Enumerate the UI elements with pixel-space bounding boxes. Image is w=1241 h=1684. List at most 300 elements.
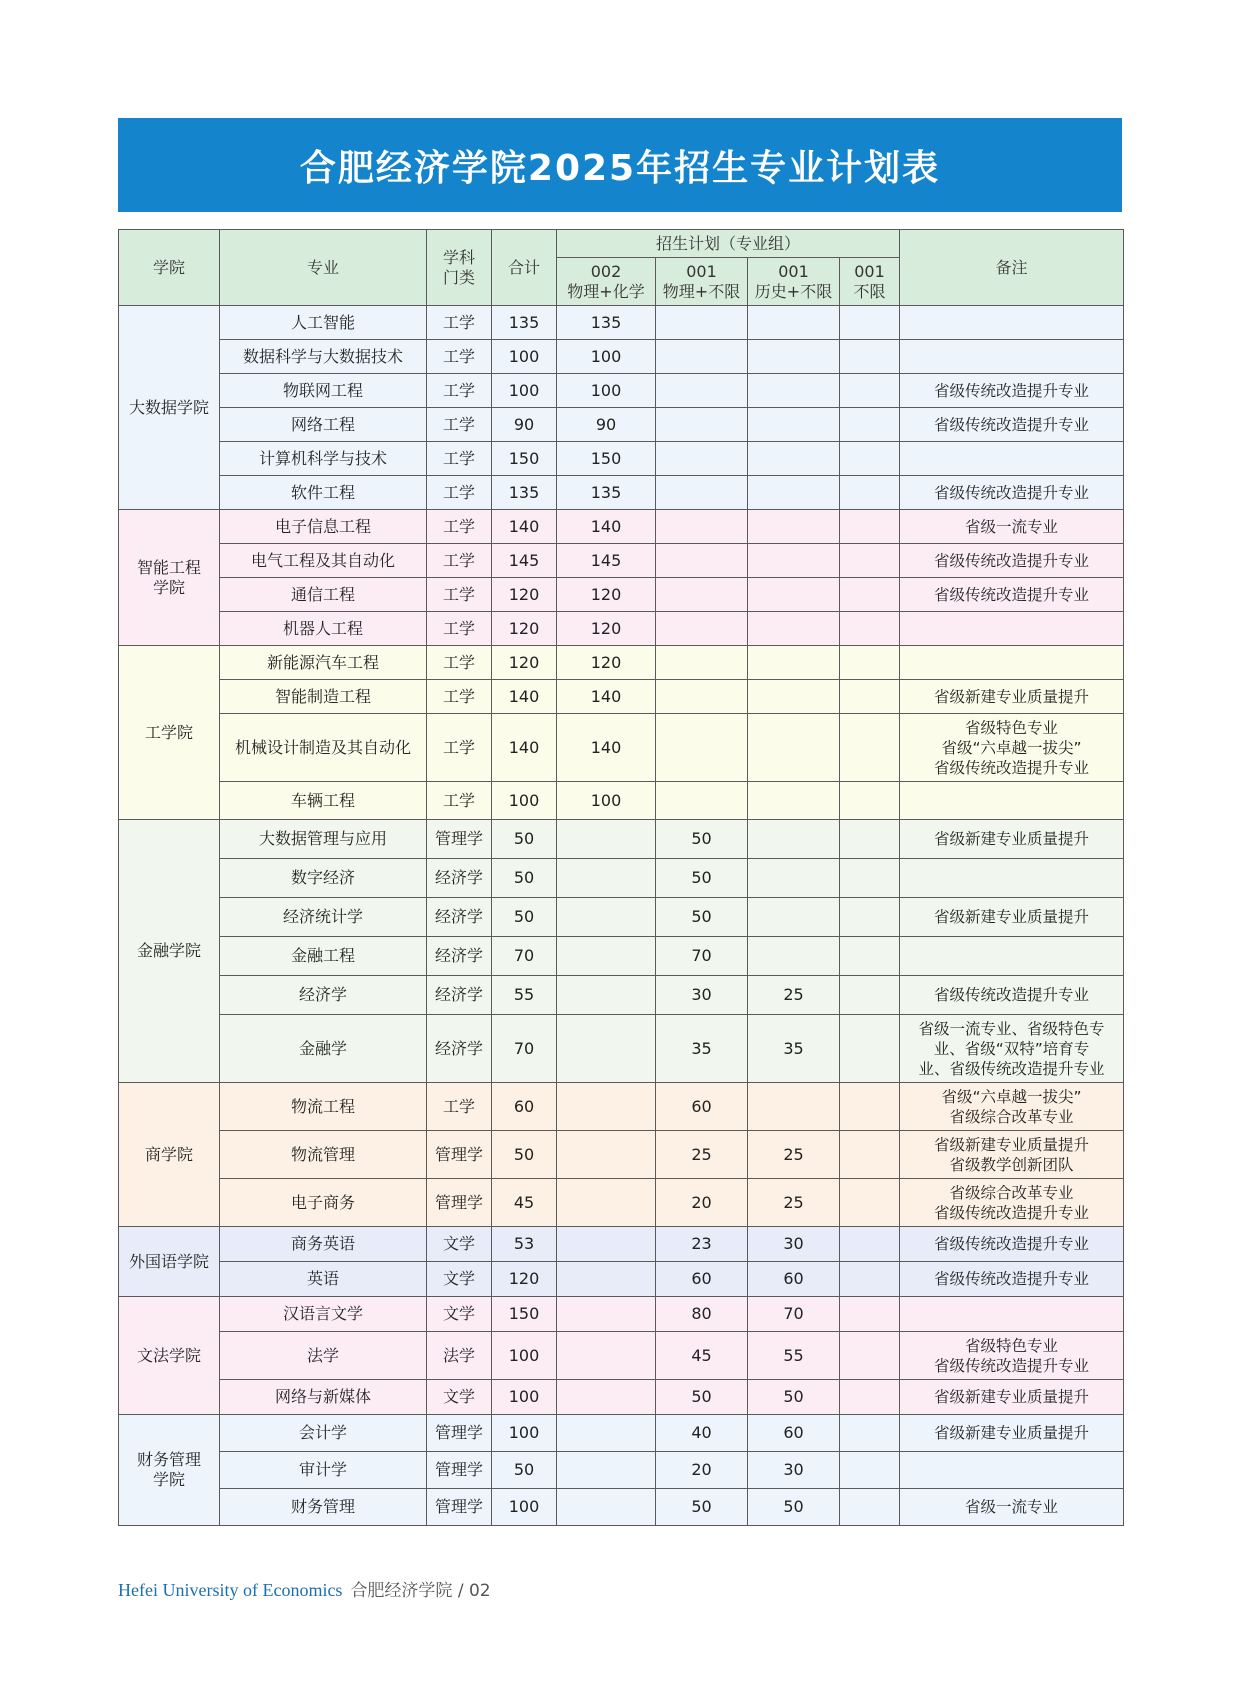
notes-cell xyxy=(900,510,1124,544)
category-cell: 工学 xyxy=(427,1083,492,1131)
group-3-cell xyxy=(748,714,840,782)
category-cell: 文学 xyxy=(427,1297,492,1332)
group-1-cell xyxy=(557,976,656,1015)
group-1-cell xyxy=(557,937,656,976)
major-cell: 财务管理 xyxy=(220,1489,427,1526)
category-cell: 工学 xyxy=(427,442,492,476)
group-2-cell xyxy=(656,306,748,340)
group-2-cell: 50 xyxy=(656,898,748,937)
major-cell: 人工智能 xyxy=(220,306,427,340)
group-3-cell: 25 xyxy=(748,976,840,1015)
group-1-cell: 140 xyxy=(557,510,656,544)
group-1-cell: 140 xyxy=(557,714,656,782)
group-1-cell xyxy=(557,859,656,898)
total-cell: 120 xyxy=(492,646,557,680)
group-2-cell: 20 xyxy=(656,1452,748,1489)
group-3-cell: 50 xyxy=(748,1489,840,1526)
total-cell: 145 xyxy=(492,544,557,578)
category-cell: 工学 xyxy=(427,646,492,680)
major-cell: 物联网工程 xyxy=(220,374,427,408)
category-cell: 工学 xyxy=(427,306,492,340)
category-cell: 工学 xyxy=(427,476,492,510)
group-1-cell xyxy=(557,1452,656,1489)
total-cell: 120 xyxy=(492,578,557,612)
group-4-cell xyxy=(840,898,900,937)
category-cell: 管理学 xyxy=(427,1415,492,1452)
note-line: 省级特色专业 xyxy=(965,1336,1059,1355)
major-cell: 商务英语 xyxy=(220,1227,427,1262)
group-code: 001 xyxy=(778,261,809,281)
header-college: 学院 xyxy=(119,230,220,306)
group-2-cell xyxy=(656,680,748,714)
group-2-cell: 60 xyxy=(656,1083,748,1131)
table-row xyxy=(119,612,1124,646)
category-cell: 工学 xyxy=(427,680,492,714)
notes-cell xyxy=(900,578,1124,612)
group-3-cell: 30 xyxy=(748,1452,840,1489)
group-2-cell xyxy=(656,612,748,646)
total-cell: 100 xyxy=(492,1332,557,1380)
table-row xyxy=(119,898,1124,937)
note-line: 省级新建专业质量提升 xyxy=(934,830,1090,848)
table-row xyxy=(119,820,1124,859)
table-row xyxy=(119,1131,1124,1179)
group-1-cell: 120 xyxy=(557,578,656,612)
group-4-cell xyxy=(840,782,900,820)
notes-cell xyxy=(900,1415,1124,1452)
category-cell: 工学 xyxy=(427,782,492,820)
group-4-cell xyxy=(840,1083,900,1131)
notes-cell xyxy=(900,680,1124,714)
header-category-line2: 门类 xyxy=(442,267,475,287)
total-cell: 120 xyxy=(492,1262,557,1297)
group-4-cell xyxy=(840,680,900,714)
group-1-cell: 135 xyxy=(557,306,656,340)
table-row xyxy=(119,578,1124,612)
notes-cell xyxy=(900,1262,1124,1297)
total-cell: 135 xyxy=(492,476,557,510)
notes-cell xyxy=(900,476,1124,510)
table-row xyxy=(119,859,1124,898)
group-1-cell xyxy=(557,1227,656,1262)
category-cell: 经济学 xyxy=(427,1015,492,1083)
college-cell: 文法学院 xyxy=(119,1297,220,1415)
group-2-cell: 50 xyxy=(656,820,748,859)
major-cell: 金融工程 xyxy=(220,937,427,976)
category-cell: 管理学 xyxy=(427,820,492,859)
notes-cell xyxy=(900,714,1124,782)
note-line: 省级新建专业质量提升 xyxy=(934,1135,1090,1154)
notes-cell xyxy=(900,976,1124,1015)
group-1-cell xyxy=(557,1380,656,1415)
group-code: 001 xyxy=(854,261,885,281)
table-row xyxy=(119,340,1124,374)
category-cell: 经济学 xyxy=(427,898,492,937)
group-2-cell: 70 xyxy=(656,937,748,976)
note-line: 省级传统改造提升专业 xyxy=(934,1203,1090,1222)
college-cell: 商学院 xyxy=(119,1083,220,1227)
total-cell: 50 xyxy=(492,820,557,859)
group-4-cell xyxy=(840,476,900,510)
notes-cell xyxy=(900,937,1124,976)
major-cell: 电气工程及其自动化 xyxy=(220,544,427,578)
group-3-cell: 30 xyxy=(748,1227,840,1262)
note-line: 省级“六卓越一拔尖” xyxy=(941,1087,1082,1106)
table-row xyxy=(119,1297,1124,1332)
table-row xyxy=(119,476,1124,510)
total-cell: 140 xyxy=(492,510,557,544)
group-4-cell xyxy=(840,1489,900,1526)
total-cell: 120 xyxy=(492,612,557,646)
notes-cell xyxy=(900,1179,1124,1227)
major-cell: 数据科学与大数据技术 xyxy=(220,340,427,374)
notes-cell xyxy=(900,442,1124,476)
header-category-line1: 学科 xyxy=(442,247,475,267)
group-2-cell: 50 xyxy=(656,1489,748,1526)
major-cell: 网络工程 xyxy=(220,408,427,442)
group-1-cell xyxy=(557,1083,656,1131)
table-row xyxy=(119,510,1124,544)
group-2-cell: 25 xyxy=(656,1131,748,1179)
category-cell: 经济学 xyxy=(427,937,492,976)
header-group-1 xyxy=(557,258,656,306)
notes-cell xyxy=(900,1380,1124,1415)
group-4-cell xyxy=(840,1131,900,1179)
major-cell: 法学 xyxy=(220,1332,427,1380)
group-2-cell: 50 xyxy=(656,1380,748,1415)
group-2-cell xyxy=(656,714,748,782)
major-cell: 大数据管理与应用 xyxy=(220,820,427,859)
header-group-3 xyxy=(748,258,840,306)
total-cell: 100 xyxy=(492,1415,557,1452)
category-cell: 文学 xyxy=(427,1262,492,1297)
major-cell: 通信工程 xyxy=(220,578,427,612)
total-cell: 50 xyxy=(492,1452,557,1489)
notes-cell xyxy=(900,306,1124,340)
group-4-cell xyxy=(840,340,900,374)
group-1-cell: 120 xyxy=(557,646,656,680)
total-cell: 70 xyxy=(492,937,557,976)
group-2-cell xyxy=(656,374,748,408)
note-line: 省级传统改造提升专业 xyxy=(934,1270,1090,1288)
total-cell: 90 xyxy=(492,408,557,442)
category-cell: 经济学 xyxy=(427,859,492,898)
note-line: 省级传统改造提升专业 xyxy=(934,381,1090,400)
major-cell: 汉语言文学 xyxy=(220,1297,427,1332)
note-line: 省级传统改造提升专业 xyxy=(934,585,1090,604)
group-3-cell xyxy=(748,408,840,442)
group-4-cell xyxy=(840,510,900,544)
group-desc: 物理+不限 xyxy=(662,281,741,301)
group-3-cell xyxy=(748,578,840,612)
group-3-cell xyxy=(748,442,840,476)
total-cell: 100 xyxy=(492,374,557,408)
group-4-cell xyxy=(840,859,900,898)
group-4-cell xyxy=(840,646,900,680)
group-3-cell: 55 xyxy=(748,1332,840,1380)
major-cell: 计算机科学与技术 xyxy=(220,442,427,476)
group-2-cell: 35 xyxy=(656,1015,748,1083)
group-4-cell xyxy=(840,1452,900,1489)
total-cell: 100 xyxy=(492,1380,557,1415)
total-cell: 150 xyxy=(492,442,557,476)
group-1-cell: 100 xyxy=(557,374,656,408)
group-4-cell xyxy=(840,1415,900,1452)
group-1-cell xyxy=(557,898,656,937)
table-row xyxy=(119,680,1124,714)
group-2-cell: 23 xyxy=(656,1227,748,1262)
total-cell: 50 xyxy=(492,859,557,898)
total-cell: 100 xyxy=(492,1489,557,1526)
total-cell: 55 xyxy=(492,976,557,1015)
notes-cell xyxy=(900,820,1124,859)
college-cell xyxy=(119,1415,220,1526)
college-cell xyxy=(119,510,220,646)
category-cell: 管理学 xyxy=(427,1489,492,1526)
total-cell: 100 xyxy=(492,782,557,820)
group-1-cell xyxy=(557,1332,656,1380)
group-4-cell xyxy=(840,714,900,782)
table-row xyxy=(119,408,1124,442)
note-line: 省级传统改造提升专业 xyxy=(934,758,1090,777)
notes-cell xyxy=(900,1452,1124,1489)
table-row xyxy=(119,1489,1124,1526)
college-name-line: 学院 xyxy=(152,1470,185,1489)
group-4-cell xyxy=(840,306,900,340)
group-2-cell: 50 xyxy=(656,859,748,898)
title-banner xyxy=(118,118,1122,212)
note-line: 省级新建专业质量提升 xyxy=(934,1424,1090,1442)
category-cell: 管理学 xyxy=(427,1131,492,1179)
category-cell: 文学 xyxy=(427,1380,492,1415)
major-cell: 审计学 xyxy=(220,1452,427,1489)
major-cell: 新能源汽车工程 xyxy=(220,646,427,680)
group-3-cell xyxy=(748,612,840,646)
group-desc: 不限 xyxy=(853,281,886,301)
category-cell: 工学 xyxy=(427,714,492,782)
notes-cell xyxy=(900,340,1124,374)
note-line: 业、省级传统改造提升专业 xyxy=(918,1059,1105,1078)
table-row xyxy=(119,1179,1124,1227)
notes-cell xyxy=(900,1227,1124,1262)
group-2-cell: 20 xyxy=(656,1179,748,1227)
group-3-cell xyxy=(748,782,840,820)
college-cell: 外国语学院 xyxy=(119,1227,220,1297)
table-row xyxy=(119,782,1124,820)
group-2-cell xyxy=(656,340,748,374)
header-major: 专业 xyxy=(220,230,427,306)
header-category xyxy=(427,230,492,306)
total-cell: 60 xyxy=(492,1083,557,1131)
group-2-cell: 60 xyxy=(656,1262,748,1297)
table-row xyxy=(119,1227,1124,1262)
notes-cell xyxy=(900,898,1124,937)
notes-cell xyxy=(900,859,1124,898)
group-4-cell xyxy=(840,544,900,578)
group-3-cell xyxy=(748,898,840,937)
notes-cell xyxy=(900,1297,1124,1332)
table-row xyxy=(119,1083,1124,1131)
group-3-cell: 60 xyxy=(748,1415,840,1452)
group-3-cell xyxy=(748,680,840,714)
group-1-cell xyxy=(557,1415,656,1452)
group-3-cell xyxy=(748,306,840,340)
category-cell: 管理学 xyxy=(427,1452,492,1489)
major-cell: 机器人工程 xyxy=(220,612,427,646)
notes-cell xyxy=(900,1489,1124,1526)
group-desc: 物理+化学 xyxy=(567,281,645,301)
group-1-cell: 150 xyxy=(557,442,656,476)
note-line: 省级一流专业、省级特色专 xyxy=(918,1019,1105,1038)
note-line: 省级传统改造提升专业 xyxy=(934,415,1090,434)
major-cell: 英语 xyxy=(220,1262,427,1297)
group-1-cell: 145 xyxy=(557,544,656,578)
group-3-cell xyxy=(748,937,840,976)
total-cell: 50 xyxy=(492,1131,557,1179)
group-4-cell xyxy=(840,1179,900,1227)
note-line: 省级新建专业质量提升 xyxy=(934,1388,1090,1406)
major-cell: 经济统计学 xyxy=(220,898,427,937)
category-cell: 工学 xyxy=(427,340,492,374)
major-cell: 会计学 xyxy=(220,1415,427,1452)
header-total: 合计 xyxy=(492,230,557,306)
total-cell: 140 xyxy=(492,680,557,714)
footer-chinese-name: 合肥经济学院 / 02 xyxy=(350,1581,491,1601)
major-cell: 车辆工程 xyxy=(220,782,427,820)
group-3-cell: 70 xyxy=(748,1297,840,1332)
category-cell: 工学 xyxy=(427,544,492,578)
table-row xyxy=(119,976,1124,1015)
table-row xyxy=(119,1015,1124,1083)
group-4-cell xyxy=(840,1332,900,1380)
notes-cell xyxy=(900,544,1124,578)
note-line: 省级一流专业 xyxy=(965,1498,1059,1516)
table-row xyxy=(119,442,1124,476)
group-1-cell xyxy=(557,1262,656,1297)
group-3-cell: 50 xyxy=(748,1380,840,1415)
group-2-cell: 45 xyxy=(656,1332,748,1380)
total-cell: 150 xyxy=(492,1297,557,1332)
group-4-cell xyxy=(840,976,900,1015)
major-cell: 物流工程 xyxy=(220,1083,427,1131)
note-line: 省级综合改革专业 xyxy=(949,1107,1074,1126)
category-cell: 工学 xyxy=(427,408,492,442)
group-4-cell xyxy=(840,1015,900,1083)
group-1-cell xyxy=(557,1489,656,1526)
major-cell: 物流管理 xyxy=(220,1131,427,1179)
group-2-cell xyxy=(656,782,748,820)
table-row xyxy=(119,646,1124,680)
group-4-cell xyxy=(840,578,900,612)
group-4-cell xyxy=(840,408,900,442)
group-2-cell xyxy=(656,510,748,544)
group-1-cell xyxy=(557,1179,656,1227)
table-row xyxy=(119,306,1124,340)
note-line: 省级传统改造提升专业 xyxy=(934,483,1090,502)
group-4-cell xyxy=(840,442,900,476)
group-4-cell xyxy=(840,374,900,408)
group-1-cell: 120 xyxy=(557,612,656,646)
group-4-cell xyxy=(840,1227,900,1262)
group-code: 002 xyxy=(590,261,622,281)
page-title: 合肥经济学院2025年招生专业计划表 xyxy=(299,147,941,189)
group-4-cell xyxy=(840,1297,900,1332)
note-line: 省级特色专业 xyxy=(965,718,1059,737)
header-plan-group: 招生计划（专业组） xyxy=(557,230,900,258)
group-1-cell xyxy=(557,1297,656,1332)
group-3-cell xyxy=(748,1083,840,1131)
major-cell: 软件工程 xyxy=(220,476,427,510)
group-3-cell xyxy=(748,820,840,859)
notes-cell xyxy=(900,1131,1124,1179)
total-cell: 140 xyxy=(492,714,557,782)
table-row xyxy=(119,1332,1124,1380)
group-1-cell xyxy=(557,1131,656,1179)
category-cell: 工学 xyxy=(427,374,492,408)
group-3-cell xyxy=(748,544,840,578)
notes-cell xyxy=(900,782,1124,820)
group-2-cell: 40 xyxy=(656,1415,748,1452)
total-cell: 100 xyxy=(492,340,557,374)
category-cell: 管理学 xyxy=(427,1179,492,1227)
group-code: 001 xyxy=(686,261,717,281)
college-cell: 金融学院 xyxy=(119,820,220,1083)
note-line: 省级传统改造提升专业 xyxy=(934,1356,1090,1375)
group-4-cell xyxy=(840,937,900,976)
major-cell: 经济学 xyxy=(220,976,427,1015)
major-cell: 网络与新媒体 xyxy=(220,1380,427,1415)
group-1-cell: 135 xyxy=(557,476,656,510)
major-cell: 电子商务 xyxy=(220,1179,427,1227)
category-cell: 法学 xyxy=(427,1332,492,1380)
note-line: 省级综合改革专业 xyxy=(949,1183,1074,1202)
group-desc: 历史+不限 xyxy=(754,281,833,301)
group-1-cell: 140 xyxy=(557,680,656,714)
group-1-cell xyxy=(557,1015,656,1083)
footer-english-name: Hefei University of Economics xyxy=(118,1580,343,1600)
table-row xyxy=(119,544,1124,578)
table-row xyxy=(119,1380,1124,1415)
note-line: 省级传统改造提升专业 xyxy=(934,986,1090,1004)
total-cell: 50 xyxy=(492,898,557,937)
table-row xyxy=(119,1262,1124,1297)
category-cell: 工学 xyxy=(427,510,492,544)
group-4-cell xyxy=(840,1380,900,1415)
category-cell: 文学 xyxy=(427,1227,492,1262)
table-row xyxy=(119,1415,1124,1452)
total-cell: 70 xyxy=(492,1015,557,1083)
major-cell: 电子信息工程 xyxy=(220,510,427,544)
notes-cell xyxy=(900,1015,1124,1083)
table-row xyxy=(119,937,1124,976)
note-line: 省级传统改造提升专业 xyxy=(934,1235,1090,1253)
college-name-line: 智能工程 xyxy=(136,557,201,577)
group-2-cell: 80 xyxy=(656,1297,748,1332)
major-cell: 金融学 xyxy=(220,1015,427,1083)
major-cell: 智能制造工程 xyxy=(220,680,427,714)
group-1-cell xyxy=(557,820,656,859)
college-name-line: 财务管理 xyxy=(136,1450,201,1469)
category-cell: 工学 xyxy=(427,612,492,646)
group-2-cell xyxy=(656,578,748,612)
header-notes: 备注 xyxy=(900,230,1124,306)
group-4-cell xyxy=(840,1262,900,1297)
college-cell: 工学院 xyxy=(119,646,220,820)
note-line: 省级教学创新团队 xyxy=(949,1155,1074,1174)
note-line: 省级“六卓越一拔尖” xyxy=(941,738,1082,757)
total-cell: 45 xyxy=(492,1179,557,1227)
table-row xyxy=(119,714,1124,782)
